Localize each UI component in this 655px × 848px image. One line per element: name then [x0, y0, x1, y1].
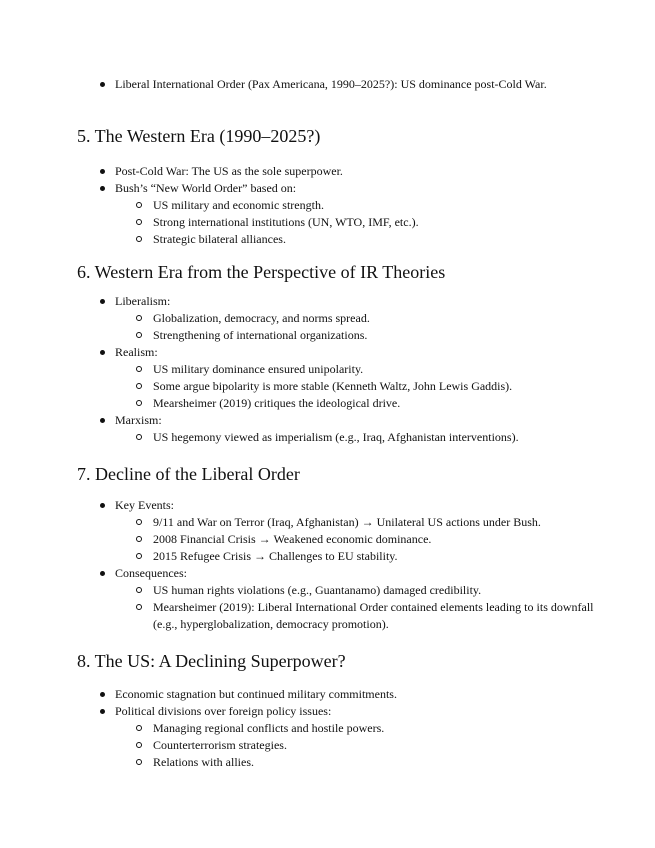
sub-list — [115, 720, 617, 771]
sub-list-item — [115, 720, 617, 737]
bullet-dot-icon — [97, 686, 107, 703]
sub-list-item-text: US military and economic strength. — [153, 198, 324, 212]
bullet-circle-icon — [134, 514, 144, 531]
sub-list-item-text: Globalization, democracy, and norms spread. — [153, 311, 370, 325]
sub-list-item — [115, 214, 617, 231]
list-item — [77, 686, 617, 703]
sub-list — [115, 361, 617, 412]
list-item — [77, 76, 617, 93]
bullet-circle-icon — [134, 582, 144, 599]
bullet-circle-icon — [134, 327, 144, 344]
bullet-dot-icon — [97, 180, 107, 197]
bullet-dot-icon — [97, 344, 107, 361]
sub-list-item — [115, 197, 617, 214]
section-7 — [77, 466, 617, 633]
sub-list-item — [115, 514, 617, 531]
bullet-circle-icon — [134, 214, 144, 231]
list-item-text: Political divisions over foreign policy issues: — [115, 704, 332, 718]
bullet-circle-icon — [134, 197, 144, 214]
sub-list-item-text: Some argue bipolarity is more stable (Kenneth Waltz, John Lewis Gaddis). — [153, 379, 513, 393]
sub-list-item — [115, 531, 617, 548]
bullet-circle-icon — [134, 531, 144, 548]
sub-list-item — [115, 429, 617, 446]
list-item — [77, 703, 617, 771]
bullet-circle-icon — [134, 737, 144, 754]
section-heading: 6. Western Era from the Perspective of IR Theories — [77, 262, 446, 282]
sub-list-item — [115, 582, 617, 599]
sub-list-item — [115, 327, 617, 344]
list-item-text: Post-Cold War: The US as the sole superpower. — [115, 164, 343, 178]
intro-list — [77, 76, 617, 93]
sub-list-item-text: Counterterrorism strategies. — [153, 738, 287, 752]
section-list — [77, 163, 617, 248]
sub-list-item-text: US military dominance ensured unipolarity. — [153, 362, 364, 376]
bullet-dot-icon — [97, 163, 107, 180]
list-item — [77, 497, 617, 565]
sub-list — [115, 514, 617, 565]
section-heading: 8. The US: A Declining Superpower? — [77, 651, 346, 671]
sub-list-item-text: Mearsheimer (2019) critiques the ideological drive. — [153, 396, 401, 410]
list-item-text: Bush’s “New World Order” based on: — [115, 181, 297, 195]
section-list — [77, 293, 617, 446]
bullet-circle-icon — [134, 720, 144, 737]
sub-list-item — [115, 737, 617, 754]
list-item-text: Economic stagnation but continued military commitments. — [115, 687, 397, 701]
sub-list-item-text: 9/11 and War on Terror (Iraq, Afghanistan) → Unilateral US actions under Bush. — [153, 515, 541, 529]
sub-list — [115, 310, 617, 344]
sub-list-item — [115, 310, 617, 327]
list-item-text: Liberal International Order (Pax Americana, 1990–2025?): US dominance post-Cold War. — [115, 77, 547, 91]
bullet-dot-icon — [97, 412, 107, 429]
list-item — [77, 565, 617, 633]
section-heading: 7. Decline of the Liberal Order — [77, 464, 300, 484]
bullet-circle-icon — [134, 548, 144, 565]
bullet-dot-icon — [97, 76, 107, 93]
list-item — [77, 412, 617, 446]
list-item-text: Marxism: — [115, 413, 162, 427]
list-item-text: Key Events: — [115, 498, 174, 512]
bullet-circle-icon — [134, 395, 144, 412]
sub-list-item — [115, 395, 617, 412]
sub-list-item-text: Strengthening of international organizations. — [153, 328, 368, 342]
section-heading: 5. The Western Era (1990–2025?) — [77, 126, 321, 146]
section-6 — [77, 264, 617, 446]
list-item-text: Consequences: — [115, 566, 187, 580]
bullet-circle-icon — [134, 754, 144, 771]
sub-list — [115, 197, 617, 248]
bullet-dot-icon — [97, 703, 107, 720]
sub-list-item — [115, 548, 617, 565]
list-item-text: Liberalism: — [115, 294, 171, 308]
sub-list-item-text: US hegemony viewed as imperialism (e.g., Iraq, Afghanistan interventions). — [153, 430, 519, 444]
sub-list-item-text: Strategic bilateral alliances. — [153, 232, 286, 246]
sub-list — [115, 429, 617, 446]
sub-list-item — [115, 599, 617, 633]
sub-list-item — [115, 231, 617, 248]
list-item-text: Realism: — [115, 345, 158, 359]
sub-list-item-text: US human rights violations (e.g., Guantanamo) damaged credibility. — [153, 583, 482, 597]
sub-list-item-text: 2015 Refugee Crisis → Challenges to EU stability. — [153, 549, 398, 563]
bullet-circle-icon — [134, 361, 144, 378]
section-list — [77, 497, 617, 633]
sub-list-item — [115, 754, 617, 771]
sub-list — [115, 582, 617, 633]
section-8 — [77, 653, 617, 771]
bullet-circle-icon — [134, 231, 144, 248]
list-item — [77, 163, 617, 180]
bullet-circle-icon — [134, 378, 144, 395]
sub-list-item-text: Relations with allies. — [153, 755, 254, 769]
section-list — [77, 686, 617, 771]
sub-list-item — [115, 378, 617, 395]
bullet-circle-icon — [134, 310, 144, 327]
bullet-dot-icon — [97, 497, 107, 514]
intro-block — [77, 76, 617, 93]
bullet-circle-icon — [134, 599, 144, 616]
list-item — [77, 344, 617, 412]
bullet-dot-icon — [97, 293, 107, 310]
sub-list-item-text: Managing regional conflicts and hostile powers. — [153, 721, 385, 735]
list-item — [77, 293, 617, 344]
bullet-dot-icon — [97, 565, 107, 582]
list-item — [77, 180, 617, 248]
section-5 — [77, 128, 617, 248]
sub-list-item-text: Strong international institutions (UN, WTO, IMF, etc.). — [153, 215, 419, 229]
bullet-circle-icon — [134, 429, 144, 446]
sub-list-item-text: 2008 Financial Crisis → Weakened economic dominance. — [153, 532, 432, 546]
sub-list-item — [115, 361, 617, 378]
sub-list-item-text: Mearsheimer (2019): Liberal International Order contained elements leading to its downfall (e.g., hyperglobalization, democracy promotion). — [153, 600, 594, 631]
